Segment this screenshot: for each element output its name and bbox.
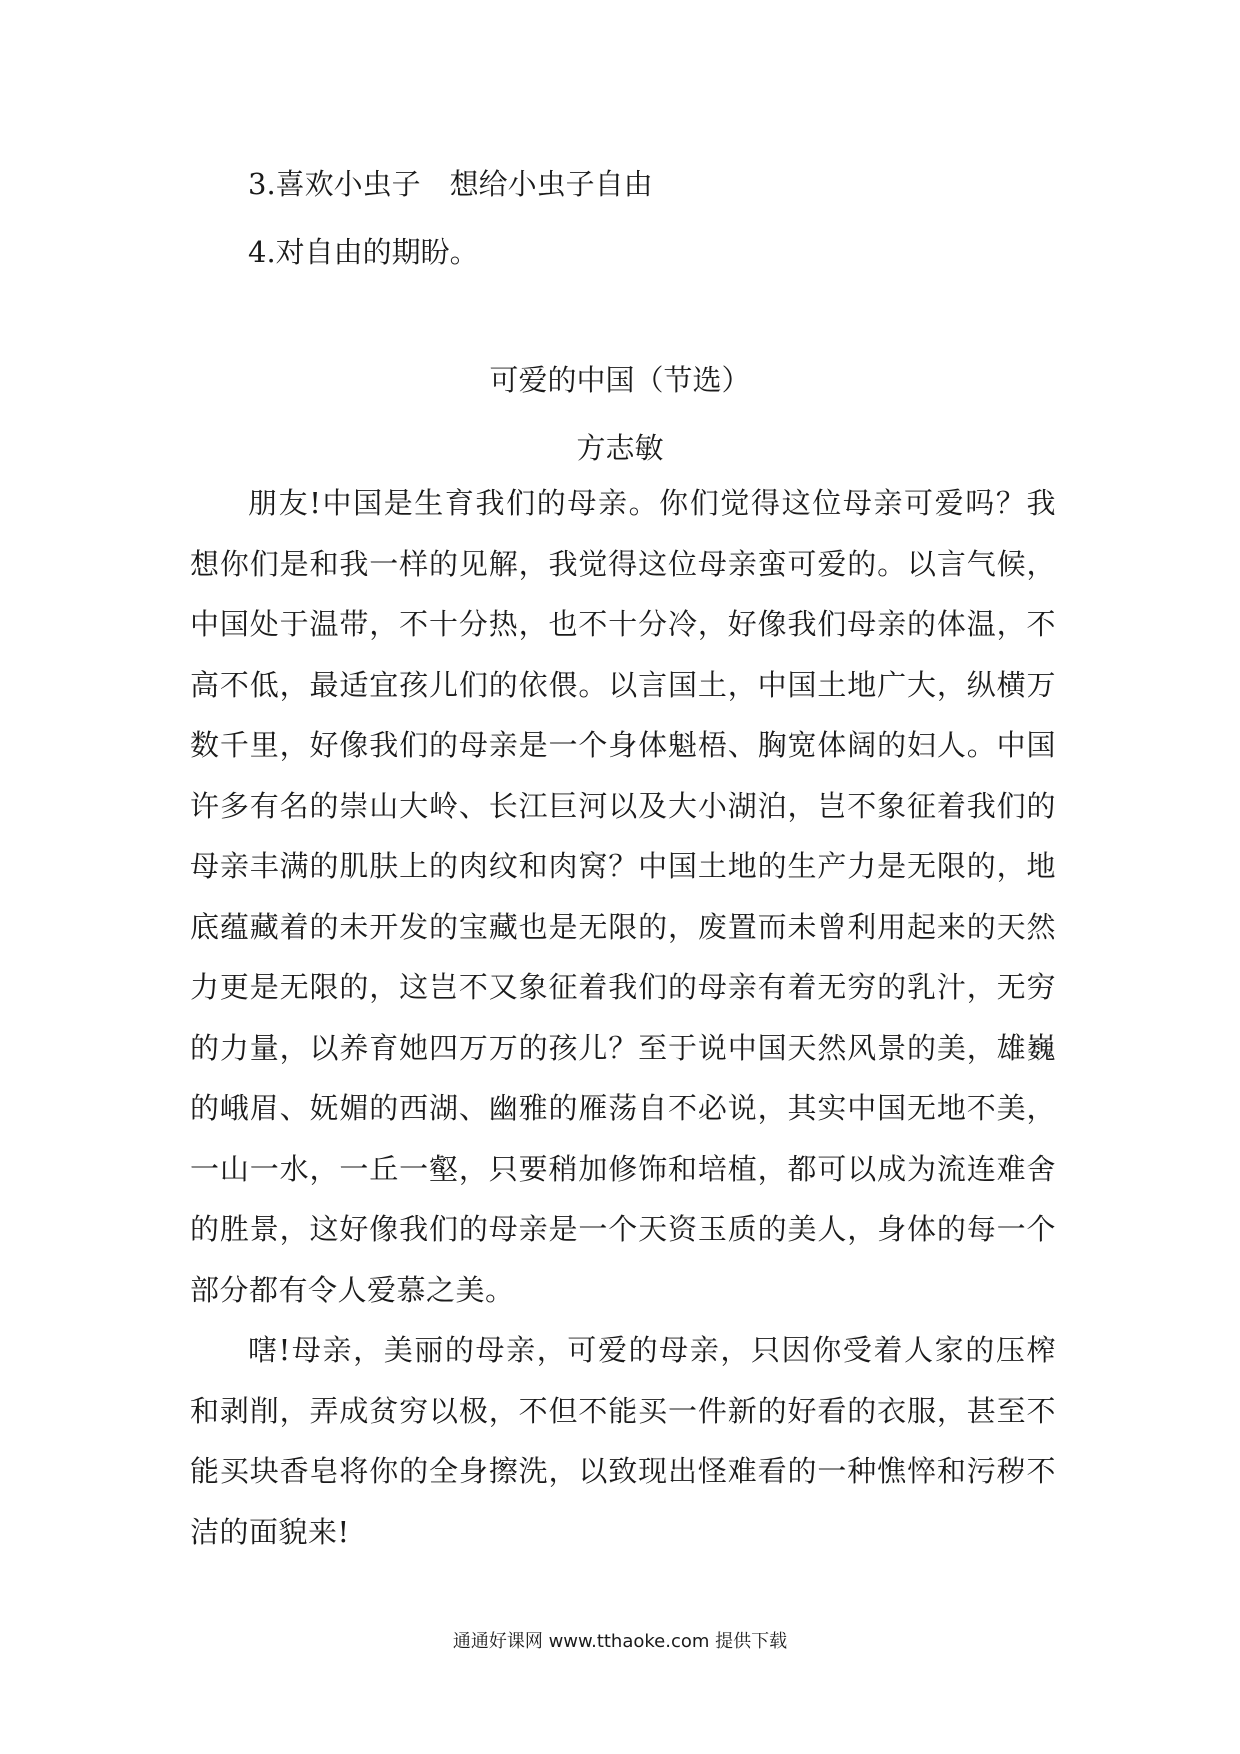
answer-item-3: 3.喜欢小虫子 想给小虫子自由 — [248, 167, 653, 201]
article-title: 可爱的中国（节选） — [489, 363, 751, 397]
answer-item-4: 4.对自由的期盼。 — [248, 235, 479, 269]
article-author: 方志敏 — [576, 431, 664, 465]
page-footer: 通通好课网 www.tthaoke.com 提供下载 — [452, 1631, 788, 1652]
article-paragraph: 朋友!中国是生育我们的母亲。你们觉得这位母亲可爱吗？我想你们是和我一样的见解，我觉得这位母亲蛮可爱的。以言气候，中国处于温带，不十分热，也不十分冷，好像我们母亲的体温，不高不低，最适宜孩儿们的依偎。以言国土，中国土地广大，纵横万数千里，好像我们的母亲是一个身体魁梧、胸宽体阔的妇人。中国许多有名的崇山大岭、长江巨河以及大小湖泊，岂不象征着我们的母亲丰满的肌肤上的肉纹和肉窝？中国土地的生产力是无限的，地底蕴藏着的未开发的宝藏也是无限的，废置而未曾利用起来的天然力更是无限的，这岂不又象征着我们的母亲有着无穷的乳汁，无穷的力量，以养育她四万万的孩儿？至于说中国天然风景的美，雄巍的峨眉、妩媚的西湖、幽雅的雁荡自不必说，其实中国无地不美，一山一水，一丘一壑，只要稍加修饰和培植，都可以成为流连难舍的胜景，这好像我们的母亲是一个天资玉质的美人，身体的每一个部分都有令人爱慕之美。 — [190, 486, 1056, 1307]
article-paragraph: 嗐!母亲，美丽的母亲，可爱的母亲，只因你受着人家的压榨和剥削，弄成贫穷以极，不但不能买一件新的好看的衣服，甚至不能买块香皂将你的全身擦洗，以致现出怪难看的一种憔悴和污秽不洁的面貌来! — [190, 1333, 1056, 1549]
